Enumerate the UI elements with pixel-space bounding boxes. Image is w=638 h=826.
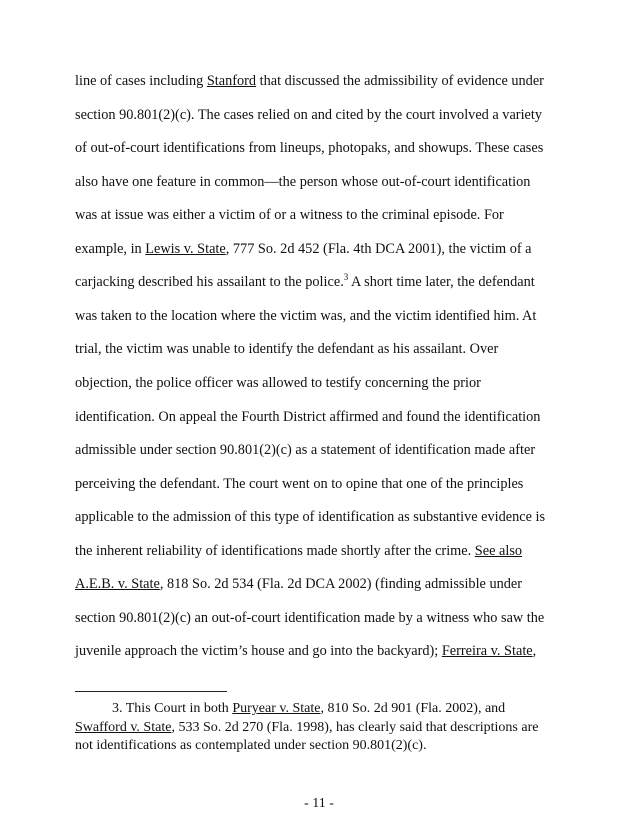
text-segment: section 90.801(2)(c) an out-of-court identification made by a witness who saw the xyxy=(75,609,545,626)
footnote-divider xyxy=(75,691,227,692)
body-line xyxy=(75,72,575,90)
body-line xyxy=(75,307,575,325)
text-segment: not identifications as contemplated under section 90.801(2)(c). xyxy=(75,738,427,753)
text-segment: applicable to the admission of this type of identification as substantive evidence is xyxy=(75,509,546,526)
text-segment: was taken to the location where the victim was, and the victim identified him. At xyxy=(75,307,537,324)
case-citation: Puryear v. State xyxy=(232,701,321,716)
footnote-line xyxy=(75,719,575,737)
text-segment: trial, the victim was unable to identify the defendant as his assailant. Over xyxy=(75,341,499,358)
text-segment: perceiving the defendant. The court went on to opine that one of the principles xyxy=(75,475,524,492)
text-segment: admissible under section 90.801(2)(c) as a statement of identification made after xyxy=(75,442,536,459)
text-segment: carjacking described his assailant to the police. xyxy=(75,274,344,291)
body-line xyxy=(75,240,575,258)
text-segment: that discussed the admissibility of evidence under xyxy=(256,73,544,89)
case-citation: Lewis v. State xyxy=(145,240,226,257)
body-line xyxy=(75,106,575,124)
text-segment: the inherent reliability of identifications made shortly after the crime. xyxy=(75,542,475,559)
text-segment: , 818 So. 2d 534 (Fla. 2d DCA 2002) (finding admissible under xyxy=(159,576,523,593)
text-segment: 3. This Court in both xyxy=(112,701,233,716)
text-segment: objection, the police officer was allowed to testify concerning the prior xyxy=(75,374,481,391)
body-line xyxy=(75,609,575,627)
body-line xyxy=(75,374,575,392)
body-line xyxy=(75,642,575,660)
text-segment: juvenile approach the victim’s house and go into the backyard); xyxy=(75,643,442,660)
case-citation: Swafford v. State xyxy=(75,719,172,735)
text-segment: A short time later, the defendant xyxy=(348,274,535,291)
case-citation: A.E.B. v. State xyxy=(75,576,160,593)
case-citation: See also xyxy=(474,542,523,559)
text-segment: of out-of-court identifications from lineups, photopaks, and showups. These cases xyxy=(75,140,544,157)
text-segment: was at issue was either a victim of or a witness to the criminal episode. For xyxy=(75,207,504,224)
text-segment: identification. On appeal the Fourth District affirmed and found the identification xyxy=(75,408,541,425)
case-citation: Stanford xyxy=(206,73,257,89)
footnote-reference: 3 xyxy=(343,272,349,283)
body-line xyxy=(75,206,575,224)
body-line xyxy=(75,475,575,493)
text-segment: , 810 So. 2d 901 (Fla. 2002), and xyxy=(320,701,506,716)
text-segment: section 90.801(2)(c). The cases relied on and cited by the court involved a variety xyxy=(75,106,543,123)
body-line xyxy=(75,139,575,157)
text-segment: line of cases including xyxy=(75,73,207,89)
text-segment: , 533 So. 2d 270 (Fla. 1998), has clearly said that descriptions are xyxy=(171,719,539,735)
text-segment: example, in xyxy=(75,240,146,257)
case-citation: Ferreira v. State xyxy=(441,643,533,660)
body-line xyxy=(75,273,575,291)
body-line xyxy=(75,408,575,426)
body-line xyxy=(75,575,575,593)
footnote-line xyxy=(75,737,575,755)
text-segment: , xyxy=(532,643,537,660)
body-line xyxy=(75,542,575,560)
text-segment: , 777 So. 2d 452 (Fla. 4th DCA 2001), the victim of a xyxy=(225,240,532,257)
body-line xyxy=(75,441,575,459)
body-line xyxy=(75,340,575,358)
body-line xyxy=(75,508,575,526)
body-line xyxy=(75,173,575,191)
page-number: - 11 - xyxy=(304,796,334,811)
footnote-line xyxy=(112,700,612,718)
text-segment: also have one feature in common—the person whose out-of-court identification xyxy=(75,173,531,190)
